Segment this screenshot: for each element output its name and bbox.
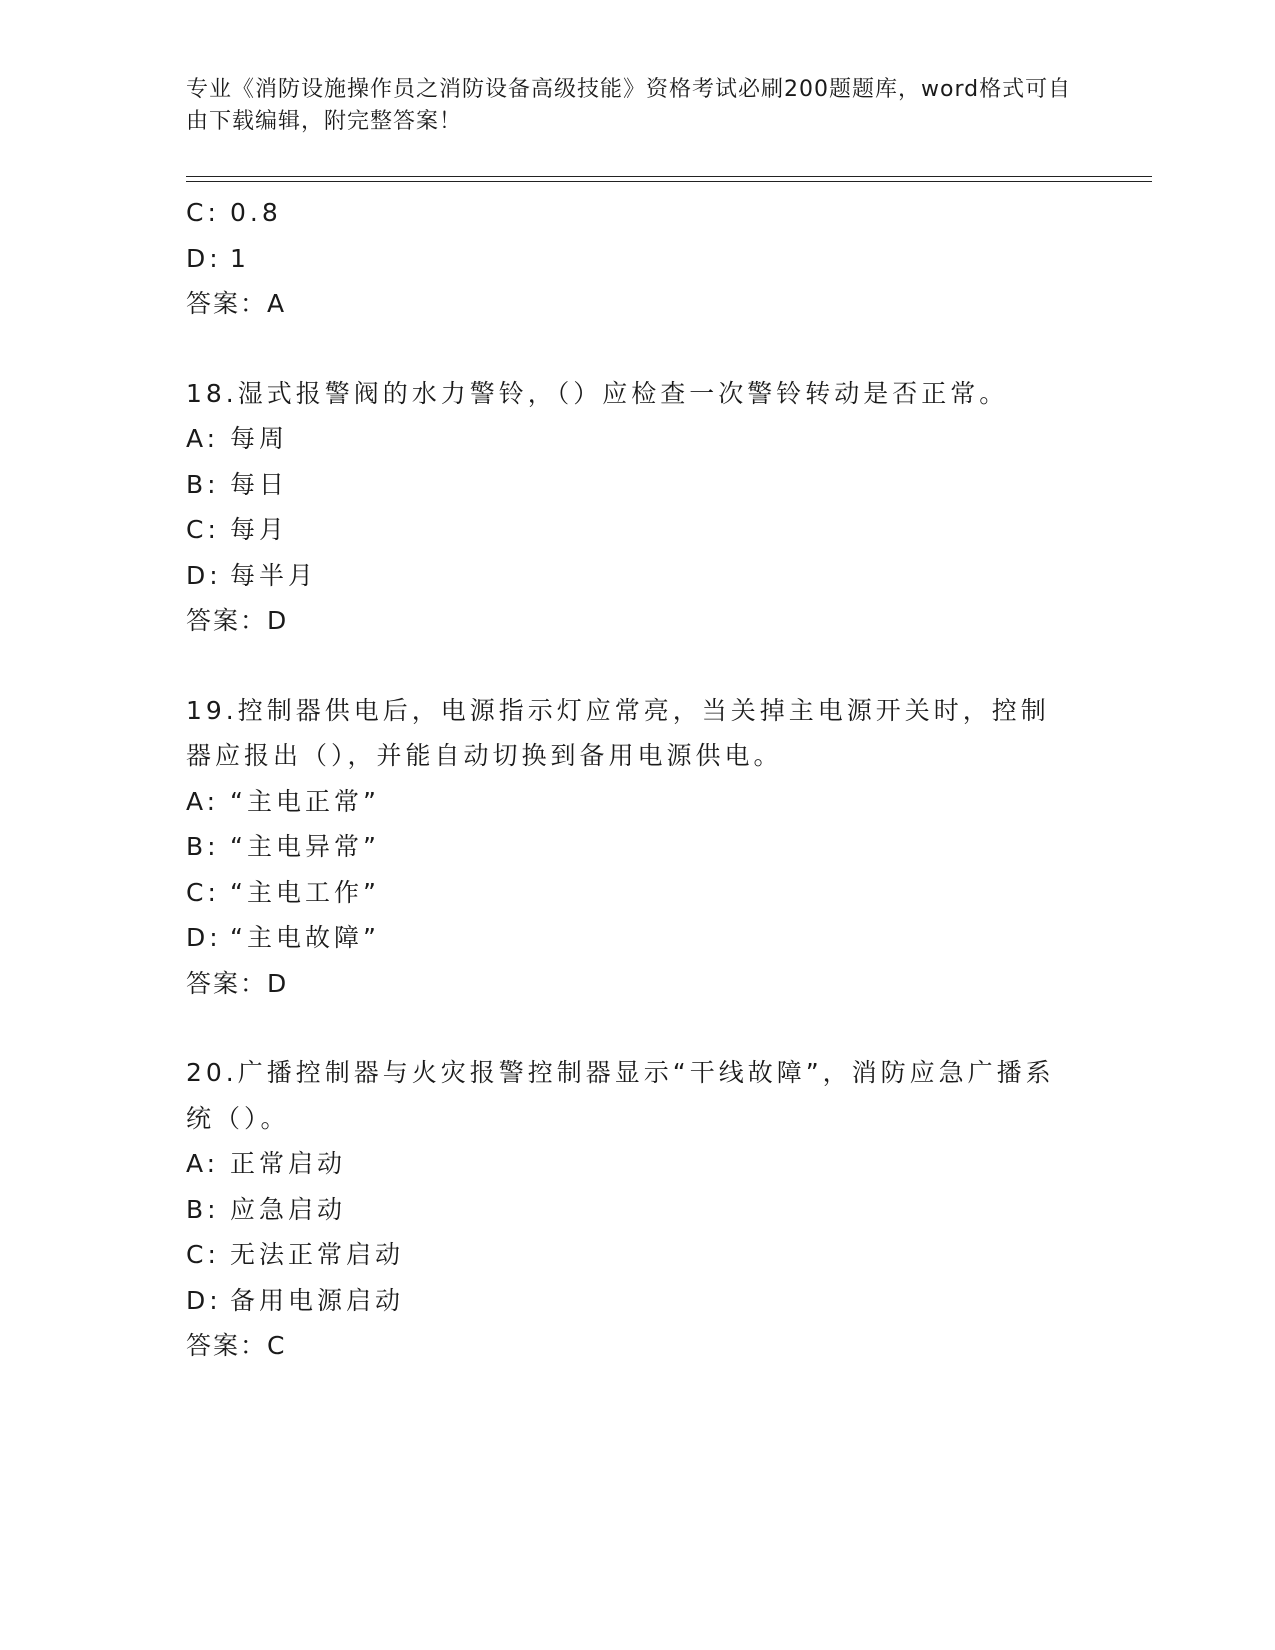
answer-line: 答案：D	[186, 968, 289, 998]
option-text: 无法正常启动	[230, 1240, 405, 1269]
header-rule-top	[186, 176, 1152, 177]
option-row	[186, 870, 1086, 916]
option-text: 每半月	[230, 560, 318, 590]
option-row	[186, 190, 1086, 236]
answer-line: 答案：A	[186, 289, 287, 318]
option-row	[186, 236, 1086, 282]
option-letter: D:	[186, 1285, 222, 1315]
option-letter: B:	[186, 832, 220, 861]
option-row	[186, 553, 1086, 599]
option-letter: A:	[186, 424, 220, 453]
option-text: 每日	[230, 469, 289, 499]
option-letter: D:	[186, 923, 222, 952]
option-letter: C:	[186, 198, 220, 227]
option-text: 每月	[230, 515, 289, 544]
option-row	[186, 1141, 1086, 1187]
option-row	[186, 1187, 1086, 1233]
document-body	[186, 190, 1086, 1369]
option-letter: C:	[186, 515, 220, 544]
option-text: “主电故障”	[230, 923, 380, 952]
question-18	[186, 371, 1086, 644]
header-rule-bottom	[186, 181, 1152, 182]
answer-line: 答案：C	[186, 1331, 287, 1360]
option-row	[186, 507, 1086, 553]
previous-question-tail	[186, 190, 1086, 327]
option-text: 1	[230, 243, 250, 273]
page-header: 专业《消防设施操作员之消防设备高级技能》资格考试必刷200题题库，word格式可自由下载编辑，附完整答案！	[186, 77, 1072, 134]
option-text: “主电异常”	[230, 832, 380, 861]
option-letter: C:	[186, 1240, 220, 1269]
option-row	[186, 779, 1086, 825]
option-letter: B:	[186, 1194, 220, 1224]
option-row	[186, 1278, 1086, 1324]
option-letter: B:	[186, 469, 220, 499]
option-letter: D:	[186, 243, 222, 273]
answer-line: 答案：D	[186, 606, 289, 635]
option-row	[186, 824, 1086, 870]
question-stem: 18.湿式报警阀的水力警铃，（）应检查一次警铃转动是否正常。	[186, 378, 1009, 408]
option-letter: D:	[186, 560, 222, 590]
option-letter: A:	[186, 786, 220, 816]
option-row	[186, 1232, 1086, 1278]
option-row	[186, 915, 1086, 961]
option-row	[186, 462, 1086, 508]
option-letter: C:	[186, 877, 220, 907]
question-stem: 19.控制器供电后，电源指示灯应常亮，当关掉主电源开关时，控制器应报出（），并能自动切换到备用电源供电。	[186, 695, 1050, 770]
option-text: 正常启动	[230, 1149, 347, 1178]
option-text: 备用电源启动	[230, 1285, 405, 1315]
option-letter: A:	[186, 1149, 220, 1178]
question-20	[186, 1050, 1086, 1369]
question-19	[186, 688, 1086, 1007]
option-text: 应急启动	[230, 1194, 347, 1224]
question-stem: 20.广播控制器与火灾报警控制器显示“干线故障”，消防应急广播系统（）。	[186, 1058, 1055, 1133]
option-text: 0.8	[230, 198, 282, 227]
option-text: “主电正常”	[230, 786, 380, 816]
option-text: “主电工作”	[230, 877, 380, 907]
option-text: 每周	[230, 424, 289, 453]
option-row	[186, 416, 1086, 462]
